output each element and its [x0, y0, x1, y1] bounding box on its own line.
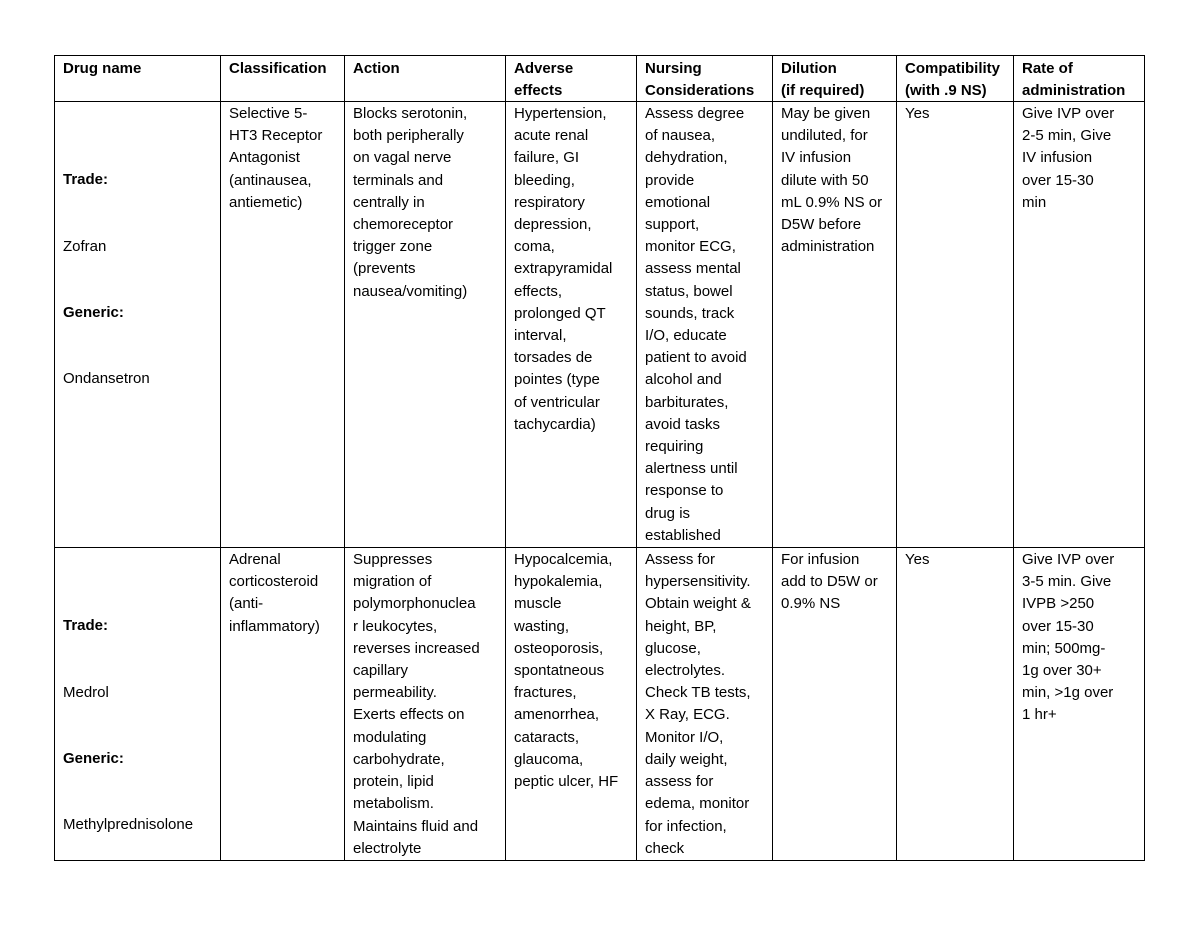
drug-name-cell	[55, 102, 221, 548]
trade-label: Trade:	[63, 617, 109, 635]
header-nursing-considerations: Nursing Considerations	[637, 56, 773, 102]
header-compatibility: Compatibility (with .9 NS)	[897, 56, 1014, 102]
adverse-effects-cell: Hypocalcemia, hypokalemia, muscle wasting, osteoporosis, spontatneous fractures, amenorrhea, cataracts, glaucoma, peptic ulcer, HF	[506, 548, 637, 861]
classification-cell: Selective 5- HT3 Receptor Antagonist (antinausea, antiemetic)	[221, 102, 345, 548]
trade-name: Medrol	[63, 683, 109, 701]
generic-name: Methylprednisolone	[63, 816, 194, 834]
table-row	[55, 102, 1145, 548]
compatibility-cell: Yes	[897, 102, 1014, 548]
drug-name-cell	[55, 548, 221, 861]
header-drug-name: Drug name	[55, 56, 221, 102]
classification-cell: Adrenal corticosteroid (anti- inflammatory)	[221, 548, 345, 861]
header-row	[55, 56, 1145, 102]
trade-name: Zofran	[63, 237, 107, 255]
trade-label: Trade:	[63, 171, 109, 189]
dilution-cell: For infusion add to D5W or 0.9% NS	[773, 548, 897, 861]
drug-table	[54, 55, 1145, 861]
header-action: Action	[345, 56, 506, 102]
header-rate: Rate of administration	[1014, 56, 1145, 102]
rate-cell: Give IVP over 2-5 min, Give IV infusion over 15-30 min	[1014, 102, 1145, 548]
generic-label: Generic:	[63, 304, 124, 322]
header-classification: Classification	[221, 56, 345, 102]
header-dilution: Dilution (if required)	[773, 56, 897, 102]
dilution-cell: May be given undiluted, for IV infusion dilute with 50 mL 0.9% NS or D5W before administration	[773, 102, 897, 548]
compatibility-cell: Yes	[897, 548, 1014, 861]
nursing-considerations-cell: Assess for hypersensitivity. Obtain weight & height, BP, glucose, electrolytes. Check TB tests, X Ray, ECG. Monitor I/O, daily weight, assess for edema, monitor for infection, check	[637, 548, 773, 861]
nursing-considerations-cell: Assess degree of nausea, dehydration, provide emotional support, monitor ECG, assess mental status, bowel sounds, track I/O, educate patient to avoid alcohol and barbiturates, avoid tasks requiring alertness until response to drug is established	[637, 102, 773, 548]
adverse-effects-cell: Hypertension, acute renal failure, GI bleeding, respiratory depression, coma, extrapyramidal effects, prolonged QT interval, torsades de pointes (type of ventricular tachycardia)	[506, 102, 637, 548]
table-row	[55, 548, 1145, 861]
action-cell: Blocks serotonin, both peripherally on vagal nerve terminals and centrally in chemoreceptor trigger zone (prevents nausea/vomiting)	[345, 102, 506, 548]
rate-cell: Give IVP over 3-5 min. Give IVPB >250 over 15-30 min; 500mg- 1g over 30+ min, >1g over 1 hr+	[1014, 548, 1145, 861]
generic-label: Generic:	[63, 750, 124, 768]
header-adverse-effects: Adverse effects	[506, 56, 637, 102]
generic-name: Ondansetron	[63, 370, 150, 388]
action-cell: Suppresses migration of polymorphonuclea r leukocytes, reverses increased capillary permeability. Exerts effects on modulating carbohydrate, protein, lipid metabolism. Maintains fluid and electrolyte	[345, 548, 506, 861]
